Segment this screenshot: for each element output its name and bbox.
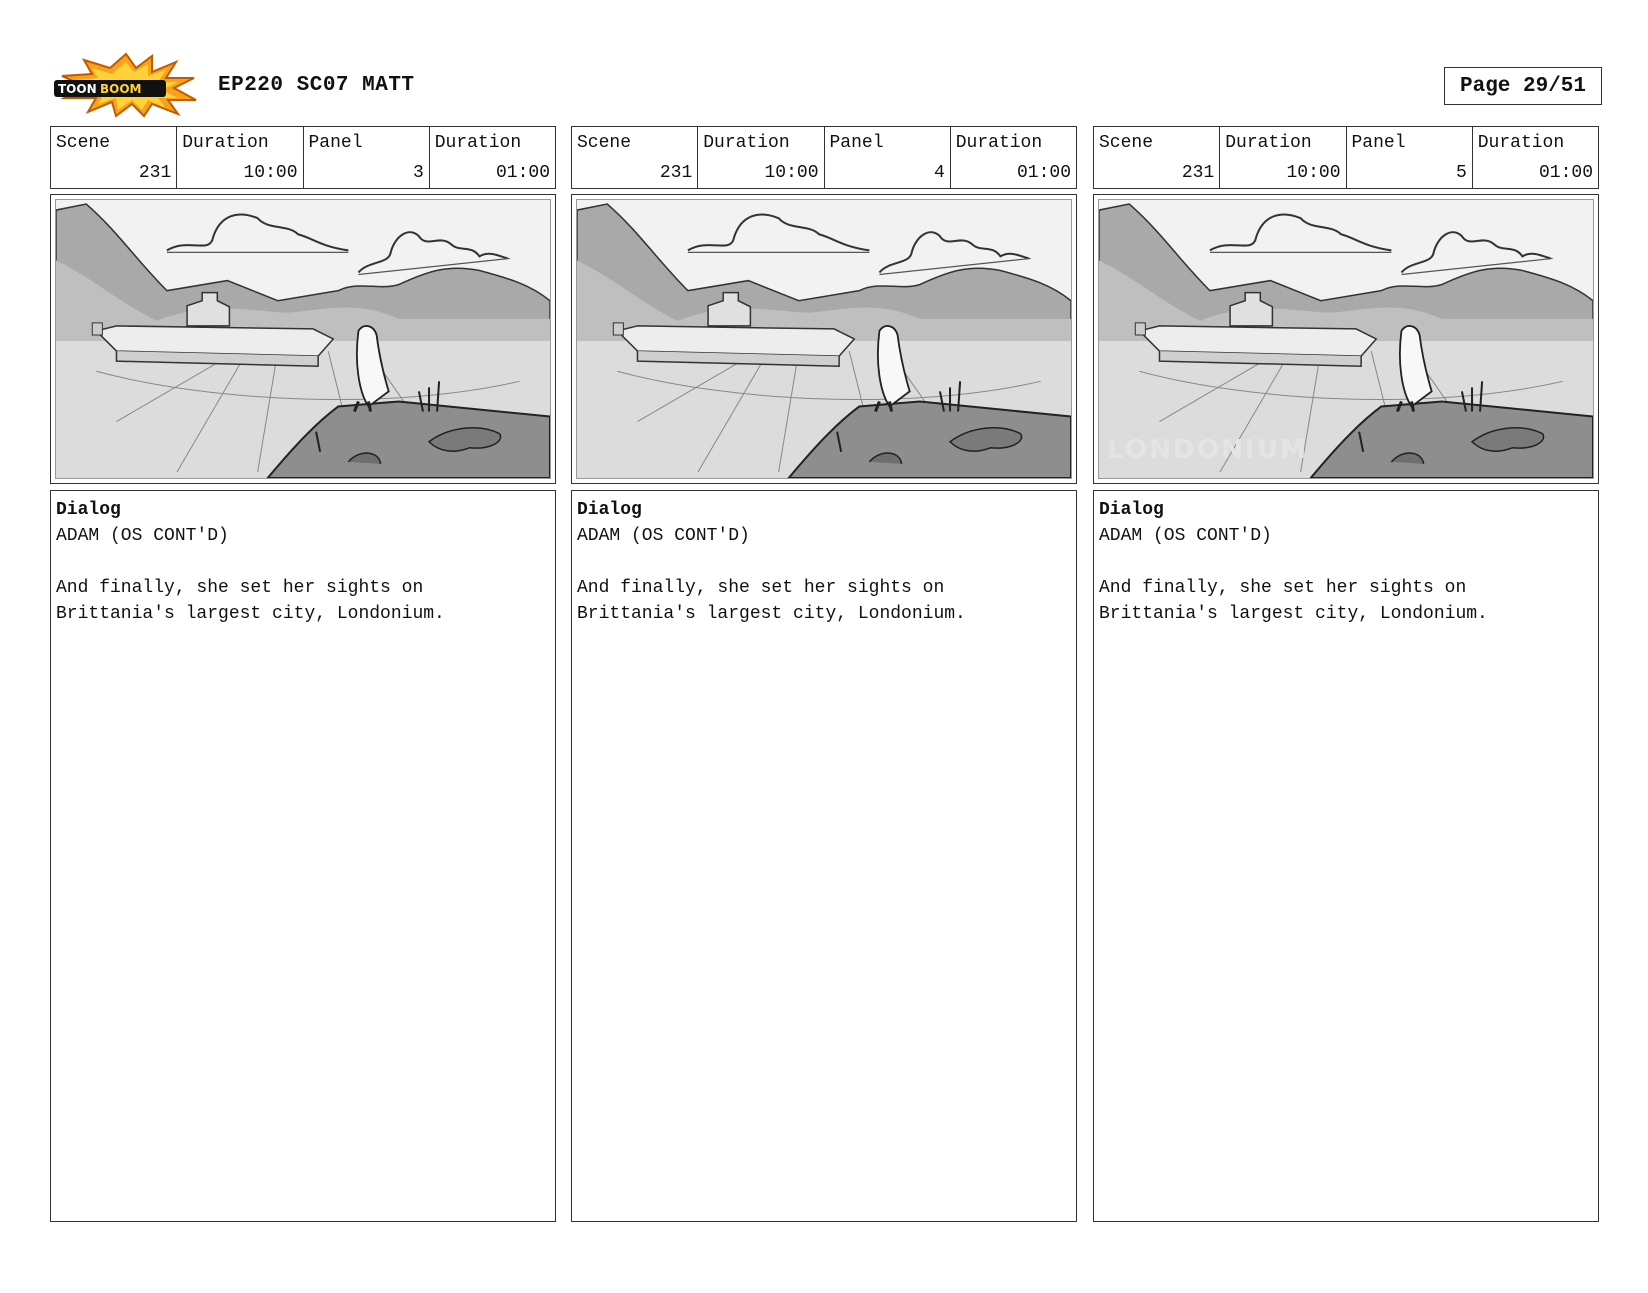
storyboard-title: EP220 SC07 MATT xyxy=(218,74,415,97)
panel-label: Panel xyxy=(308,133,363,153)
storyboard-panel-3 xyxy=(50,126,556,1222)
scene-drawing xyxy=(1098,199,1594,479)
panel-duration: 01:00 xyxy=(1538,163,1593,183)
duration-label: Duration xyxy=(182,133,269,153)
dialog-box xyxy=(50,490,556,1222)
dialog-heading: Dialog xyxy=(577,500,642,520)
scene-label: Scene xyxy=(577,133,632,153)
dialog-character: ADAM (OS CONT'D) xyxy=(56,526,229,546)
panel-image-frame xyxy=(1093,194,1599,484)
scene-cell xyxy=(51,127,177,188)
dialog-heading: Dialog xyxy=(1099,500,1164,520)
panel-duration-cell xyxy=(430,127,555,188)
scene-drawing xyxy=(576,199,1072,479)
storyboard-panel-4 xyxy=(571,126,1077,1222)
scene-cell xyxy=(572,127,698,188)
panel-info-row xyxy=(50,126,556,189)
scene-duration-cell xyxy=(177,127,303,188)
storyboard-panel-5 xyxy=(1093,126,1599,1222)
page-indicator: Page 29/51 xyxy=(1444,67,1602,105)
panel-image-frame xyxy=(50,194,556,484)
panel-duration-cell xyxy=(951,127,1076,188)
panel-cell xyxy=(304,127,430,188)
scene-cell xyxy=(1094,127,1220,188)
dialog-heading: Dialog xyxy=(56,500,121,520)
scene-duration-cell xyxy=(1220,127,1346,188)
dialog-character: ADAM (OS CONT'D) xyxy=(577,526,750,546)
svg-text:BOOM: BOOM xyxy=(100,82,142,96)
scene-label: Scene xyxy=(1099,133,1154,153)
panel-label: Panel xyxy=(829,133,884,153)
scene-label: Scene xyxy=(56,133,111,153)
dialog-line: And finally, she set her sights on Brittania's largest city, Londonium. xyxy=(56,578,445,624)
dialog-line: And finally, she set her sights on Brittania's largest city, Londonium. xyxy=(577,578,966,624)
panel-duration: 01:00 xyxy=(1016,163,1071,183)
panel-cell xyxy=(825,127,951,188)
londonium-overlay-text: LONDONIUM xyxy=(1107,434,1309,465)
scene-number: 231 xyxy=(659,163,693,183)
duration-label: Duration xyxy=(703,133,790,153)
toonboom-logo-icon xyxy=(54,52,199,118)
panel-info-row xyxy=(571,126,1077,189)
toonboom-logo xyxy=(54,52,199,118)
scene-number: 231 xyxy=(138,163,172,183)
scene-drawing xyxy=(55,199,551,479)
panel-cell xyxy=(1347,127,1473,188)
dialog-box xyxy=(571,490,1077,1222)
panel-image-frame xyxy=(571,194,1077,484)
panel-number: 3 xyxy=(412,163,424,183)
panel-number: 5 xyxy=(1455,163,1467,183)
panel-label: Panel xyxy=(1351,133,1406,153)
duration-label: Duration xyxy=(434,133,522,153)
panel-number: 4 xyxy=(933,163,945,183)
duration-label: Duration xyxy=(955,133,1043,153)
svg-text:TOON: TOON xyxy=(58,82,97,96)
duration-label: Duration xyxy=(1225,133,1312,153)
panel-duration: 01:00 xyxy=(495,163,550,183)
dialog-box xyxy=(1093,490,1599,1222)
scene-duration: 10:00 xyxy=(243,163,298,183)
scene-duration: 10:00 xyxy=(1286,163,1341,183)
scene-duration-cell xyxy=(698,127,824,188)
dialog-line: And finally, she set her sights on Brittania's largest city, Londonium. xyxy=(1099,578,1488,624)
scene-duration: 10:00 xyxy=(764,163,819,183)
panel-info-row xyxy=(1093,126,1599,189)
dialog-character: ADAM (OS CONT'D) xyxy=(1099,526,1272,546)
panel-duration-cell xyxy=(1473,127,1598,188)
scene-number: 231 xyxy=(1181,163,1215,183)
duration-label: Duration xyxy=(1477,133,1565,153)
